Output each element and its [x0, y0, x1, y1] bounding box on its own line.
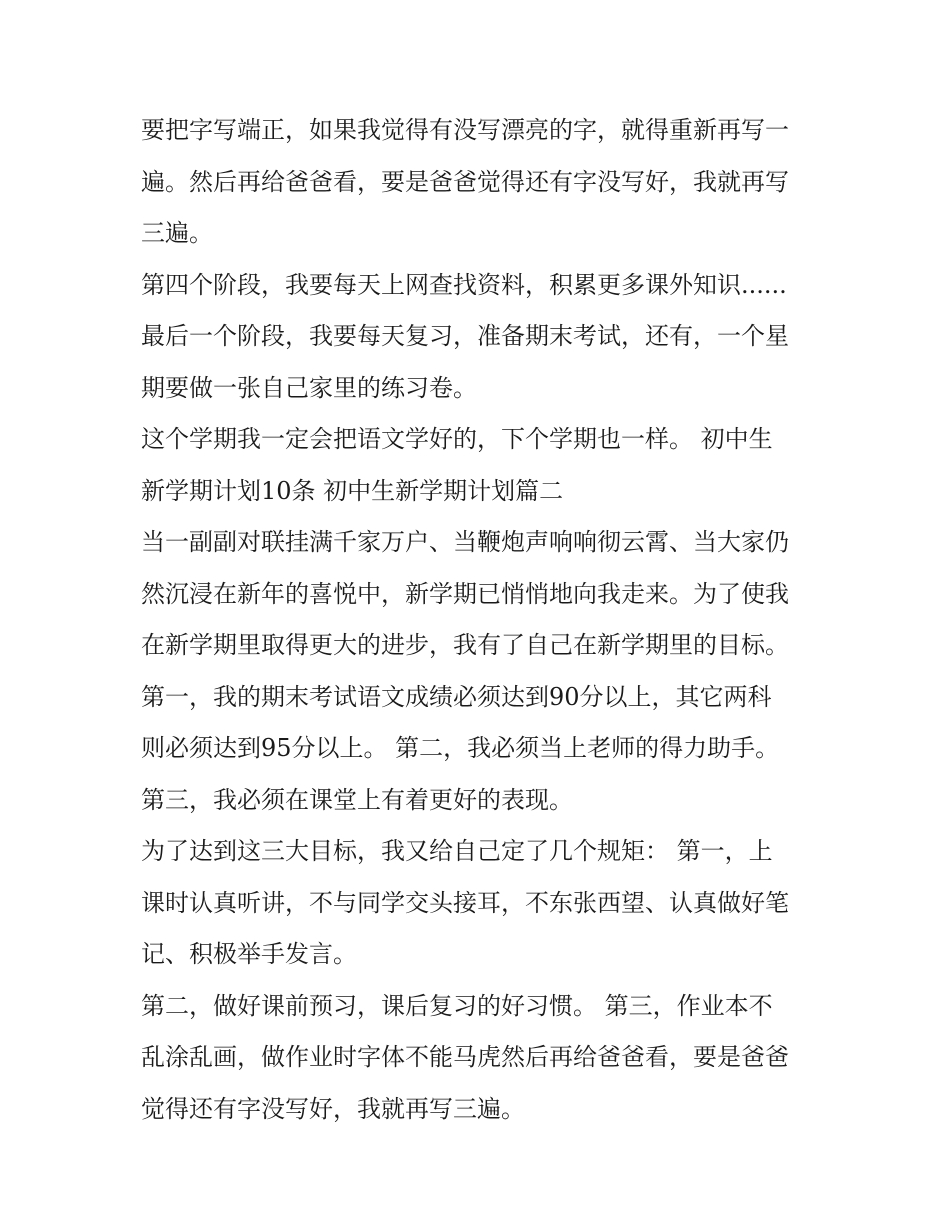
text-line: 然沉浸在新年的喜悦中，新学期已悄悄地向我走来。为了使我	[141, 579, 789, 608]
text-line: 这个学期我一定会把语文学好的，下个学期也一样。 初中生	[141, 425, 773, 453]
text-line: 第三，我必须在课堂上有着更好的表现。	[141, 785, 573, 814]
text-line: 第二，做好课前预习，课后复习的好习惯。 第三，作业本不	[141, 991, 773, 1020]
text-line: 第一，我的期末考试语文成绩必须达到90分以上，其它两科	[141, 682, 772, 711]
text-line: 记、积极举手发言。	[141, 940, 357, 968]
text-line: 三遍。	[141, 219, 213, 247]
text-line: 要把字写端正，如果我觉得有没写漂亮的字，就得重新再写一	[141, 116, 789, 144]
text-line: 乱涂乱画，做作业时字体不能马虎然后再给爸爸看，要是爸爸	[141, 1043, 789, 1071]
text-line: 当一副副对联挂满千家万户、当鞭炮声响响彻云霄、当大家仍	[141, 528, 789, 556]
text-line: 新学期计划10条 初中生新学期计划篇二	[141, 476, 564, 505]
text-line: 则必须达到95分以上。 第二，我必须当上老师的得力助手。	[141, 734, 780, 762]
document-body	[141, 105, 821, 1135]
text-line: 为了达到这三大目标，我又给自己定了几个规矩： 第一，上	[141, 837, 773, 865]
text-line: 在新学期里取得更大的进步，我有了自己在新学期里的目标。	[141, 631, 789, 659]
text-line: 遍。然后再给爸爸看，要是爸爸觉得还有字没写好，我就再写	[141, 167, 789, 196]
text-line: 期要做一张自己家里的练习卷。	[141, 373, 477, 402]
text-line: 觉得还有字没写好，我就再写三遍。	[141, 1094, 525, 1123]
text-line: 第四个阶段，我要每天上网查找资料，积累更多课外知识......	[141, 270, 787, 299]
text-line: 课时认真听讲，不与同学交头接耳，不东张西望、认真做好笔	[141, 888, 789, 917]
text-line: 最后一个阶段，我要每天复习，准备期末考试，还有，一个星	[141, 322, 789, 350]
